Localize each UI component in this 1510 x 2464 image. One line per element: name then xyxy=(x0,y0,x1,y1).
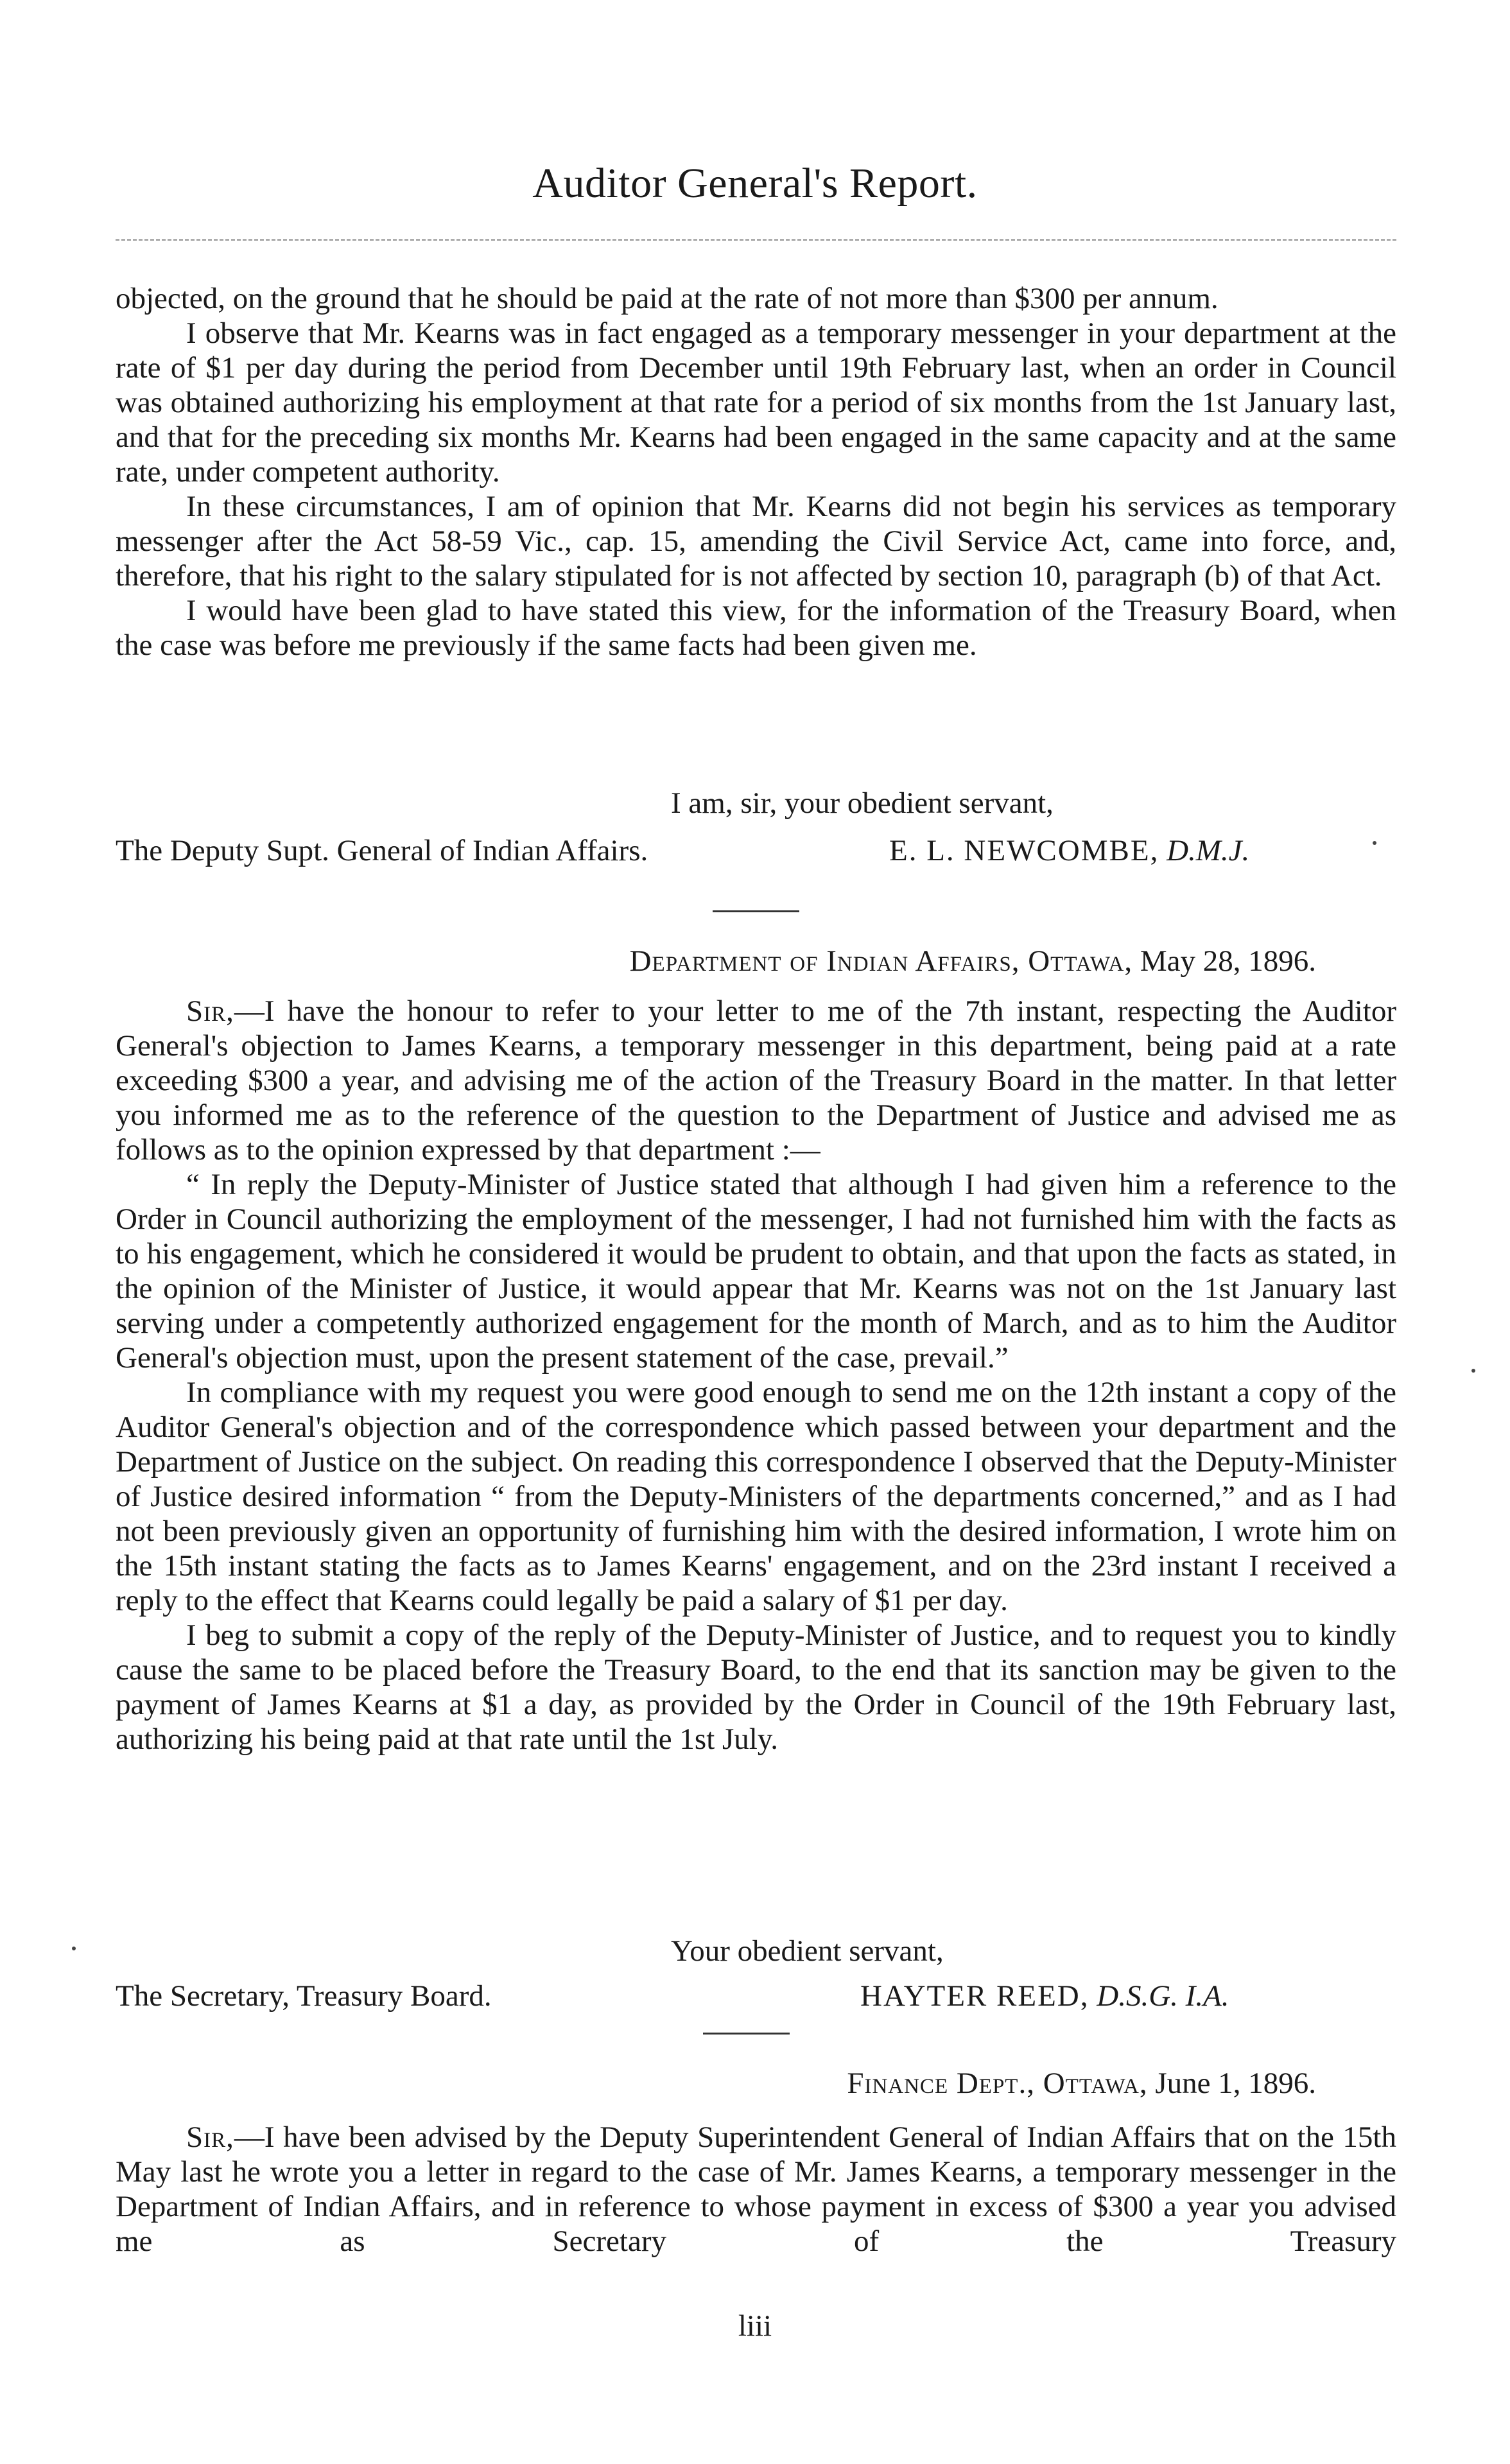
ink-speck xyxy=(72,1947,76,1950)
closing: Your obedient servant, xyxy=(671,1934,944,1968)
header-rule xyxy=(116,239,1396,241)
paragraph: objected, on the ground that he should be paid at the rate of not more than $300 per annum. xyxy=(116,282,1219,315)
dateline: Department of Indian Affairs, Ottawa, May 28, 1896. xyxy=(629,944,1316,978)
paragraph: In compliance with my request you were good enough to send me on the 12th instant a copy of the Auditor General's objection and of the correspondence which passed between your department and the Department of Justice on the subject. On reading this correspondence I observed that the Deputy-Minister of Justice desired information “ from the Deputy-Ministers of the departments concerned,” and as I had not been previously given an opportunity of furnishing him with the desired information, I wrote him on the 15th instant stating the facts as to James Kearns' engagement, and on the 23rd instant I received a reply to the effect that Kearns could legally be paid a salary of $1 per day. xyxy=(116,1376,1396,1617)
section-rule xyxy=(713,910,799,912)
paragraph: I observe that Mr. Kearns was in fact engaged as a temporary messenger in your department at the rate of $1 per day during the period from December until 19th February last, when an order in Council was obtained authorizing his employment at that rate for a period of six months from the 1st January last, and that for the preceding six months Mr. Kearns had been engaged in the same capacity and at the same rate, under competent authority. xyxy=(116,317,1396,489)
paragraph: I would have been glad to have stated this view, for the information of the Treasury Board, when the case was before me previously if the same facts had been given me. xyxy=(116,594,1396,662)
addressee: The Deputy Supt. General of Indian Affairs. xyxy=(116,834,648,867)
running-head: Auditor General's Report. xyxy=(532,160,978,207)
letter1-body xyxy=(116,281,1396,663)
letter2-body xyxy=(116,994,1396,1757)
quoted-paragraph: “ In reply the Deputy-Minister of Justice stated that although I had given him a reference to the Order in Council authorizing the employment of the messenger, I had not furnished him with the facts as to his engagement, which he considered it would be prudent to obtain, and that upon the facts as stated, in the opinion of the Minister of Justice, it would appear that Mr. Kearns was not on the 1st January last serving under a competently authorized engagement for the month of March, and as to him the Auditor General's objection must, upon the present statement of the case, prevail.” xyxy=(116,1168,1396,1375)
page-number: liii xyxy=(738,2309,772,2343)
letter3-body xyxy=(116,2120,1396,2259)
addressee: The Secretary, Treasury Board. xyxy=(116,1979,492,2013)
closing: I am, sir, your obedient servant, xyxy=(671,786,1054,820)
ink-speck xyxy=(1373,841,1376,845)
paragraph: Sir,—I have the honour to refer to your letter to me of the 7th instant, respecting the Auditor General's objection to James Kearns, a temporary messenger in this department, being paid at a rate exceeding $300 a year, and advising me of the action of the Treasury Board in the matter. In that letter you informed me as to the reference of the question to the Department of Justice and advised me as follows as to the opinion expressed by that department :— xyxy=(116,994,1396,1167)
dateline: Finance Dept., Ottawa, June 1, 1896. xyxy=(847,2067,1316,2100)
paragraph: Sir,—I have been advised by the Deputy Superintendent General of Indian Affairs that on the 15th May last he wrote you a letter in regard to the case of Mr. James Kearns, a temporary messenger in the Department of Indian Affairs, and in reference to whose payment in excess of $300 a year you advised me as Secretary of the Treasury xyxy=(116,2121,1396,2258)
paragraph: I beg to submit a copy of the reply of the Deputy-Minister of Justice, and to request you to kindly cause the same to be placed before the Treasury Board, to the end that its sanction may be given to the payment of James Kearns at $1 a day, as provided by the Order in Council of the 19th February last, authorizing his being paid at that rate until the 1st July. xyxy=(116,1618,1396,1756)
paragraph: In these circumstances, I am of opinion that Mr. Kearns did not begin his services as temporary messenger after the Act 58-59 Vic., cap. 15, amending the Civil Service Act, came into force, and, therefore, that his right to the salary stipulated for is not affected by section 10, paragraph (b) of that Act. xyxy=(116,490,1396,593)
ink-speck xyxy=(1471,1369,1475,1373)
signature: HAYTER REED, D.S.G. I.A. xyxy=(860,1979,1229,2013)
signature: E. L. NEWCOMBE, D.M.J. xyxy=(889,834,1250,867)
section-rule xyxy=(703,2033,790,2035)
